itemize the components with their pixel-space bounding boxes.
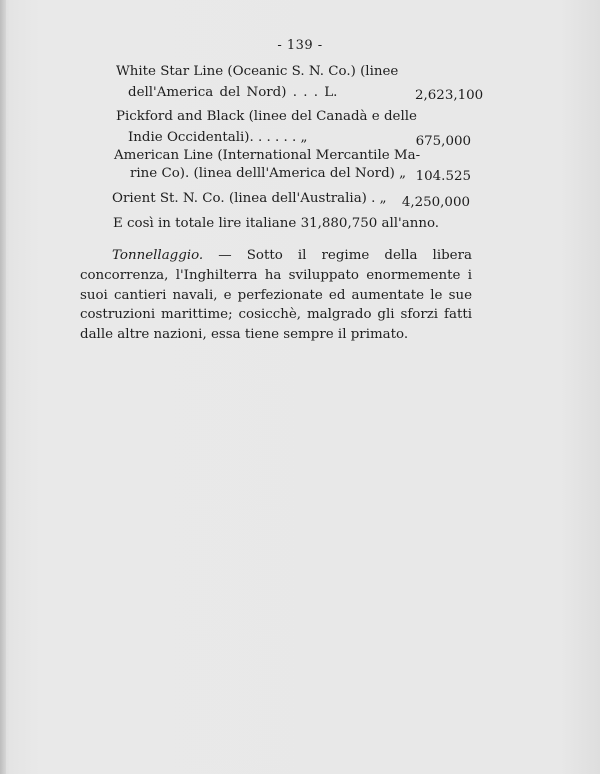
entry-3-amount: 104.525 bbox=[415, 169, 471, 184]
entry-3-line-2: rine Co). (linea delll'America del Nord) „ bbox=[130, 166, 407, 181]
paragraph-text: — Sotto il regime della libera concorrenza, l'Inghilterra ha sviluppato enormemente i suoi cantieri navali, e perfezionate ed aumentate le sue costruzioni marittime; cosicchè, malgrado gli sforzi fatti dalle altre nazioni, essa tiene sempre il primato. bbox=[80, 248, 472, 343]
entry-3-line-1: American Line (International Mercantile Ma- bbox=[114, 148, 421, 163]
page-binding-edge bbox=[0, 0, 6, 774]
entry-4-line-1: Orient St. N. Co. (linea dell'Australia) . „ bbox=[112, 191, 387, 206]
entry-2-line-1: Pickford and Black (linee del Canadà e delle bbox=[116, 109, 417, 124]
page-number: - 139 - bbox=[277, 38, 323, 53]
entry-1-line-2: dell'America del Nord) . . . L. bbox=[128, 85, 338, 100]
body-paragraph bbox=[80, 246, 472, 345]
paragraph-lead-heading: Tonnellaggio. bbox=[112, 248, 204, 263]
entry-2-amount: 675,000 bbox=[415, 134, 471, 149]
entry-1-amount: 2,623,100 bbox=[415, 88, 484, 103]
entry-1-line-1: White Star Line (Oceanic S. N. Co.) (linee bbox=[116, 64, 399, 79]
total-line: E così in totale lire italiane 31,880,750 all'anno. bbox=[113, 216, 440, 231]
entry-2-line-2: Indie Occidentali). . . . . . „ bbox=[128, 130, 308, 145]
entry-4-amount: 4,250,000 bbox=[401, 195, 470, 210]
